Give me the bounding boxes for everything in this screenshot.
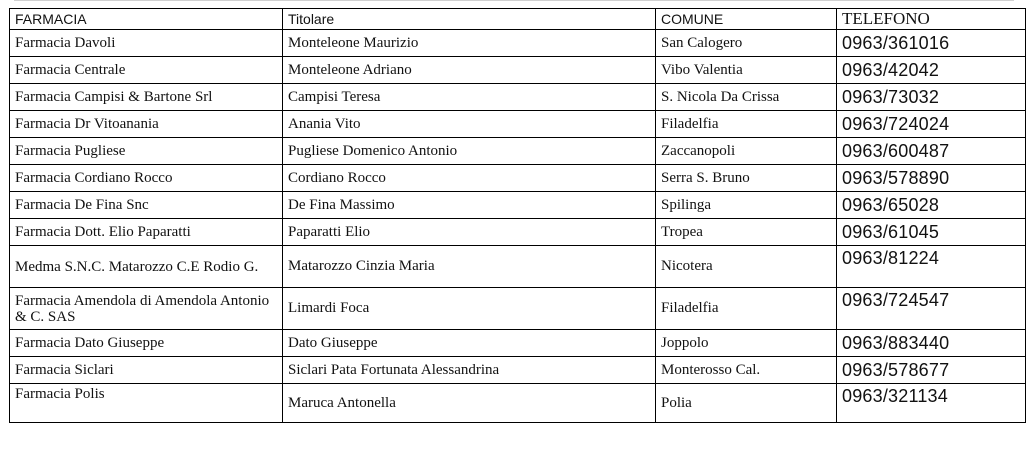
cell-comune: Vibo Valentia xyxy=(656,57,837,84)
table-row xyxy=(10,165,1026,192)
cell-titolare: Campisi Teresa xyxy=(283,84,656,111)
cell-comune: San Calogero xyxy=(656,30,837,57)
cell-farmacia: Farmacia Pugliese xyxy=(10,138,283,165)
cell-comune: Spilinga xyxy=(656,192,837,219)
cell-comune: Filadelfia xyxy=(656,288,837,330)
table-row xyxy=(10,57,1026,84)
table-row xyxy=(10,384,1026,423)
cell-telefono: 0963/600487 xyxy=(837,138,1026,165)
pharmacy-table xyxy=(9,8,1026,423)
cell-comune: Zaccanopoli xyxy=(656,138,837,165)
cell-telefono: 0963/724024 xyxy=(837,111,1026,138)
cell-comune: Filadelfia xyxy=(656,111,837,138)
cell-farmacia: Farmacia Dr Vitoanania xyxy=(10,111,283,138)
cell-titolare: Cordiano Rocco xyxy=(283,165,656,192)
cell-telefono: 0963/42042 xyxy=(837,57,1026,84)
cell-telefono: 0963/61045 xyxy=(837,219,1026,246)
cell-telefono: 0963/81224 xyxy=(837,246,1026,288)
cell-farmacia: Farmacia Cordiano Rocco xyxy=(10,165,283,192)
cell-comune: Tropea xyxy=(656,219,837,246)
table-header-row xyxy=(10,9,1026,30)
table-row xyxy=(10,330,1026,357)
cell-telefono: 0963/321134 xyxy=(837,384,1026,423)
table-row xyxy=(10,84,1026,111)
header-farmacia: FARMACIA xyxy=(10,9,283,30)
cell-telefono: 0963/883440 xyxy=(837,330,1026,357)
cell-titolare: Paparatti Elio xyxy=(283,219,656,246)
cell-telefono: 0963/65028 xyxy=(837,192,1026,219)
table-row xyxy=(10,111,1026,138)
cell-titolare: Limardi Foca xyxy=(283,288,656,330)
cell-titolare: Anania Vito xyxy=(283,111,656,138)
cell-comune: Monterosso Cal. xyxy=(656,357,837,384)
table-row xyxy=(10,357,1026,384)
cell-comune: Nicotera xyxy=(656,246,837,288)
cell-titolare: Monteleone Adriano xyxy=(283,57,656,84)
header-comune: COMUNE xyxy=(656,9,837,30)
cell-farmacia: Farmacia Centrale xyxy=(10,57,283,84)
table-row xyxy=(10,219,1026,246)
cell-farmacia: Medma S.N.C. Matarozzo C.E Rodio G. xyxy=(10,246,283,288)
cell-telefono: 0963/724547 xyxy=(837,288,1026,330)
table-row xyxy=(10,288,1026,330)
header-titolare: Titolare xyxy=(283,9,656,30)
cell-farmacia: Farmacia Amendola di Amendola Antonio & C. SAS xyxy=(10,288,283,330)
cell-titolare: Pugliese Domenico Antonio xyxy=(283,138,656,165)
cell-titolare: De Fina Massimo xyxy=(283,192,656,219)
header-telefono: TELEFONO xyxy=(837,9,1026,30)
cell-telefono: 0963/73032 xyxy=(837,84,1026,111)
cell-farmacia: Farmacia Campisi & Bartone Srl xyxy=(10,84,283,111)
cell-titolare: Matarozzo Cinzia Maria xyxy=(283,246,656,288)
cell-titolare: Maruca Antonella xyxy=(283,384,656,423)
cell-comune: Joppolo xyxy=(656,330,837,357)
table-row xyxy=(10,138,1026,165)
cell-farmacia: Farmacia Dato Giuseppe xyxy=(10,330,283,357)
table-row xyxy=(10,192,1026,219)
cell-telefono: 0963/578890 xyxy=(837,165,1026,192)
cell-farmacia: Farmacia Siclari xyxy=(10,357,283,384)
table-row xyxy=(10,246,1026,288)
cell-comune: Polia xyxy=(656,384,837,423)
cell-telefono: 0963/578677 xyxy=(837,357,1026,384)
cell-telefono: 0963/361016 xyxy=(837,30,1026,57)
cropped-header-line xyxy=(14,0,1014,5)
cell-comune: Serra S. Bruno xyxy=(656,165,837,192)
cell-comune: S. Nicola Da Crissa xyxy=(656,84,837,111)
cell-titolare: Siclari Pata Fortunata Alessandrina xyxy=(283,357,656,384)
table-row xyxy=(10,30,1026,57)
cell-farmacia: Farmacia Dott. Elio Paparatti xyxy=(10,219,283,246)
cell-titolare: Dato Giuseppe xyxy=(283,330,656,357)
cell-titolare: Monteleone Maurizio xyxy=(283,30,656,57)
cell-farmacia: Farmacia Polis xyxy=(10,384,283,423)
cell-farmacia: Farmacia De Fina Snc xyxy=(10,192,283,219)
cell-farmacia: Farmacia Davoli xyxy=(10,30,283,57)
